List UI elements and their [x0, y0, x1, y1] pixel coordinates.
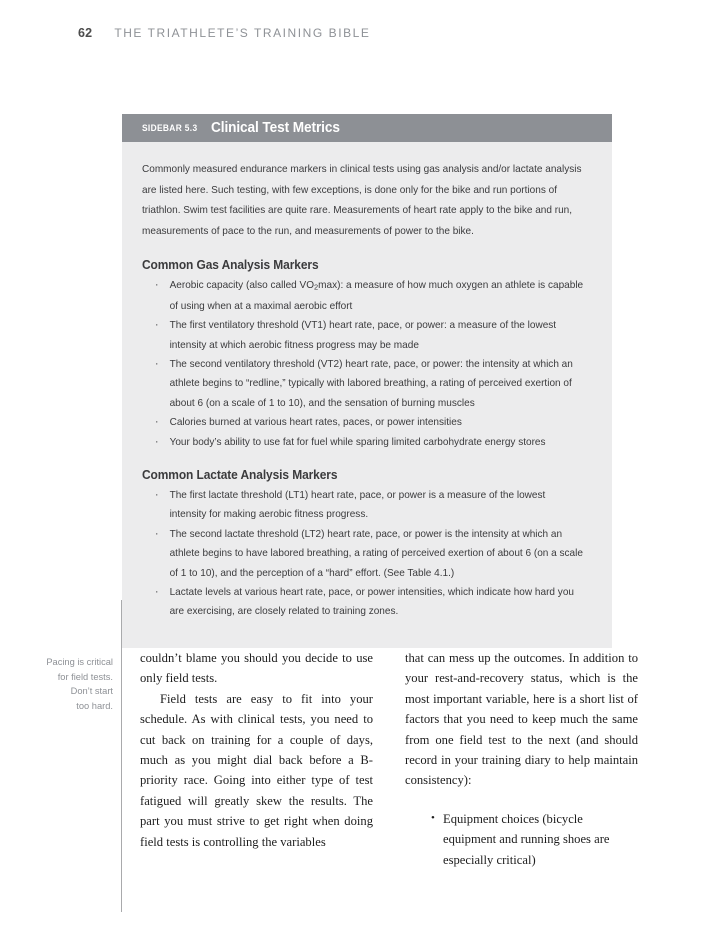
- body-list-item: • Equipment choices (bicycle equipment and running shoes are especially critical): [431, 809, 638, 870]
- sidebar-heading: Clinical Test Metrics: [211, 120, 340, 136]
- left-column: [140, 648, 373, 870]
- margin-note-line: too hard.: [76, 700, 113, 711]
- sidebar-intro-paragraph: Commonly measured endurance markers in clinical tests using gas analysis and/or lactate analysis are listed here. Such testing, with few exceptions, is done only for the bike and run portions of triathlon. Swim test facilities are quite rare. Measurements of heart rate apply to the bike and run, measurements of pace to the run, and measurements of power to the bike.: [142, 164, 582, 237]
- book-title: THE TRIATHLETE’S TRAINING BIBLE: [114, 26, 371, 40]
- right-column-list: [405, 809, 638, 870]
- sidebar-list-item: · The second lactate threshold (LT2) heart rate, pace, or power is the intensity at which an athlete begins to have labored breathing, a rating of perceived exertion of about 6 (on a scale of 1 to 10), and the perception of a “hard” effort. (See Table 4.1.): [142, 525, 583, 583]
- margin-note-line: Pacing is critical: [46, 657, 113, 667]
- sidebar-header-bar: [122, 114, 612, 142]
- sidebar-list-item: · The second ventilatory threshold (VT2) heart rate, pace, or power: the intensity at which an athlete begins to “redline,” typically with labored breathing, a rating of perceived exertion of about 6 (on a scale of 1 to 10), and the sensation of burning muscles: [142, 355, 583, 413]
- margin-note-line: for field tests.: [57, 671, 113, 682]
- sidebar-box: [122, 114, 612, 648]
- sidebar-kicker: SIDEBAR 5.3: [142, 122, 198, 134]
- left-column-paragraph-2: Field tests are easy to fit into your schedule. As with clinical tests, you need to cut back on training for a couple of days, much as you might dial back before a B-priority race. Going into either type of test fatigued will greatly skew the results. The part you must strive to get right when doing field tests is controlling the variables: [140, 691, 373, 849]
- column-rule: [121, 600, 122, 912]
- sidebar-list: [142, 276, 590, 452]
- running-head: [78, 26, 370, 40]
- sidebar-list: [142, 486, 590, 622]
- sidebar-list-item: · The first ventilatory threshold (VT1) heart rate, pace, or power: a measure of the lowest intensity at which aerobic fitness progress may be made: [142, 316, 583, 355]
- sidebar-list-item: · Lactate levels at various heart rate, pace, or power intensities, which indicate how hard you are exercising, are closely related to training zones.: [142, 583, 583, 622]
- sidebar-body: [122, 142, 612, 648]
- sidebar-sections: [142, 258, 590, 622]
- body-columns: [140, 648, 638, 870]
- right-column: [405, 648, 638, 870]
- margin-note: [18, 655, 113, 713]
- sidebar-list-item: · The first lactate threshold (LT1) heart rate, pace, or power is a measure of the lowest intensity for making aerobic fitness progress.: [142, 486, 583, 525]
- sidebar-list-item: · Calories burned at various heart rates, paces, or power intensities: [142, 413, 583, 432]
- sidebar-subheading: Common Gas Analysis Markers: [142, 258, 319, 272]
- sidebar-list-item: · Your body’s ability to use fat for fuel while sparing limited carbohydrate energy stores: [142, 433, 583, 452]
- right-column-paragraph-continued: that can mess up the outcomes. In addition to your rest-and-recovery status, which is the most important variable, here is a short list of factors that you need to keep much the same from one field test to the next (and should record in your training diary to help maintain consistency):: [405, 651, 638, 788]
- left-column-paragraph-continued: couldn’t blame you should you decide to use only field tests.: [140, 651, 373, 686]
- margin-note-line: Don’t start: [70, 686, 113, 697]
- page-number: 62: [78, 26, 93, 40]
- sidebar-list-item: · Aerobic capacity (also called $VO_2\max$): a measure of how much oxygen an athlete is capable of using when at a maximal aerobic effort: [142, 276, 583, 316]
- sidebar-subheading: Common Lactate Analysis Markers: [142, 468, 338, 482]
